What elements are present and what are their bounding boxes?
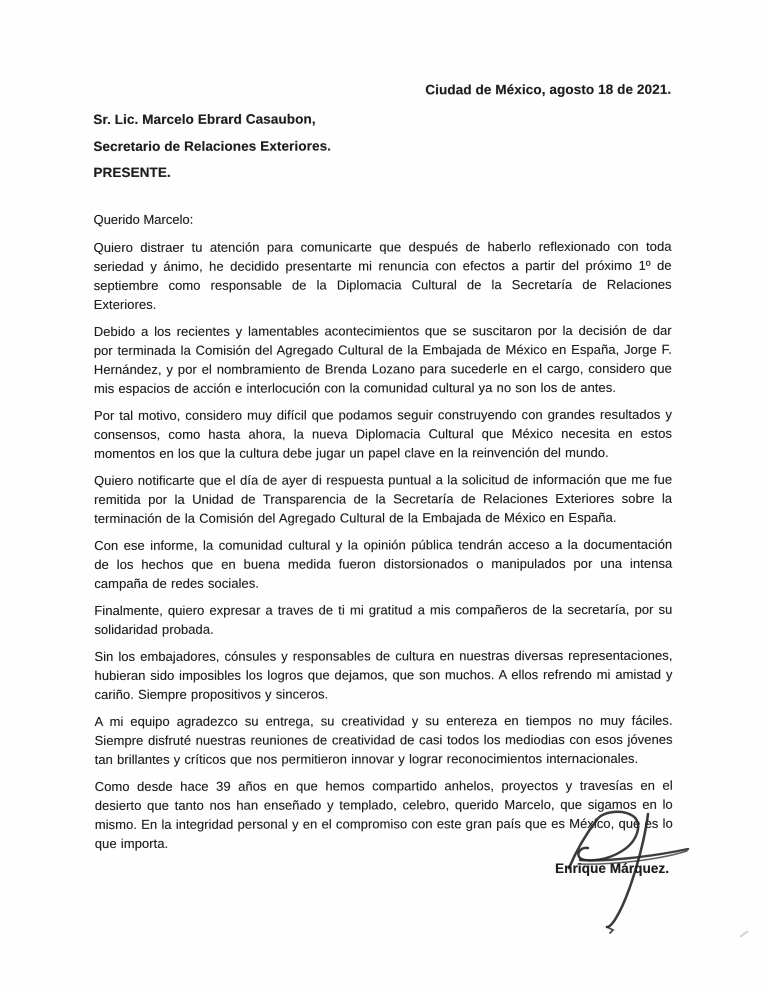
recipient-presente: PRESENTE. <box>93 164 171 180</box>
paragraph-1: Quiero distraer tu atención para comunicarte que después de haberlo reflexionado con toda seriedad y ánimo, he decidido presentarte mi renuncia con efectos a partir del próximo 1º de septiembre como responsable de la Diplomacia Cultural de la Secretaría de Relaciones Exteriores. <box>93 238 672 312</box>
paragraph-8: A mi equipo agradezco su entrega, su creatividad y su entereza en tiempos no muy fáciles. Siempre disfruté nuestras reuniones de creatividad de casi todos los mediodias con esos jóvenes tan brillantes y críticos que nos permitieron innovar y lograr reconocimientos internacionales. <box>94 712 673 767</box>
signature-name: Enrique Márquez. <box>555 861 670 876</box>
scan-artifact-mark <box>739 930 748 938</box>
greeting-line: Querido Marcelo: <box>93 211 194 227</box>
recipient-title: Secretario de Relaciones Exteriores. <box>93 138 332 154</box>
paragraph-5: Con ese informe, la comunidad cultural y la opinión pública tendrán acceso a la documentación de los hechos que en buena medida fueron distorsionados o manipulados por una intensa campaña de redes sociales. <box>94 536 673 591</box>
recipient-name: Sr. Lic. Marcelo Ebrard Casaubon, <box>93 111 316 127</box>
letter-body <box>93 236 672 852</box>
letter-content <box>93 0 673 860</box>
letter-date: Ciudad de México, agosto 18 de 2021. <box>425 81 672 98</box>
paragraph-4: Quiero notificarte que el día de ayer di respuesta puntual a la solicitud de información que me fue remitida por la Unidad de Transparencia de la Secretaría de Relaciones Exteriores sobre la terminación de la Comisión del Agregado Cultural de la Embajada de México en España. <box>93 471 673 526</box>
paragraph-3: Por tal motivo, considero muy difícil que podamos seguir construyendo con grandes resultados y consensos, como hasta ahora, la nueva Diplomacia Cultural que México necesita en estos momentos en los que la cultura debe jugar un papel clave en la reinvención del mundo. <box>93 406 672 461</box>
paragraph-9: Como desde hace 39 años en que hemos compartido anhelos, proyectos y travesías en el desierto que tanto nos han enseñado y templado, celebro, querido Marcelo, que sigamos en lo mismo. En la integridad personal y en el compromiso con este gran país que es México, que es lo que importa. <box>94 777 673 851</box>
recipient-block <box>93 106 671 187</box>
paragraph-2: Debido a los recientes y lamentables acontecimientos que se suscitaron por la decisión de dar por terminada la Comisión del Agregado Cultural de la Embajada de México en España, Jorge F. Hernández, y por el nombramiento de Brenda Lozano para sucederle en el cargo, considero que mis espacios de acción e interlocución con la comunidad cultural ya no son los de antes. <box>93 322 672 396</box>
paragraph-7: Sin los embajadores, cónsules y responsables de cultura en nuestras diversas representaciones, hubieran sido imposibles los logros que dejamos, que son muchos. A ellos refrendo mi amistad y cariño. Siempre propositivos y sinceros. <box>94 647 673 702</box>
paragraph-6: Finalmente, quiero expresar a traves de ti mi gratitud a mis compañeros de la secretaría, por su solidaridad probada. <box>94 601 673 637</box>
